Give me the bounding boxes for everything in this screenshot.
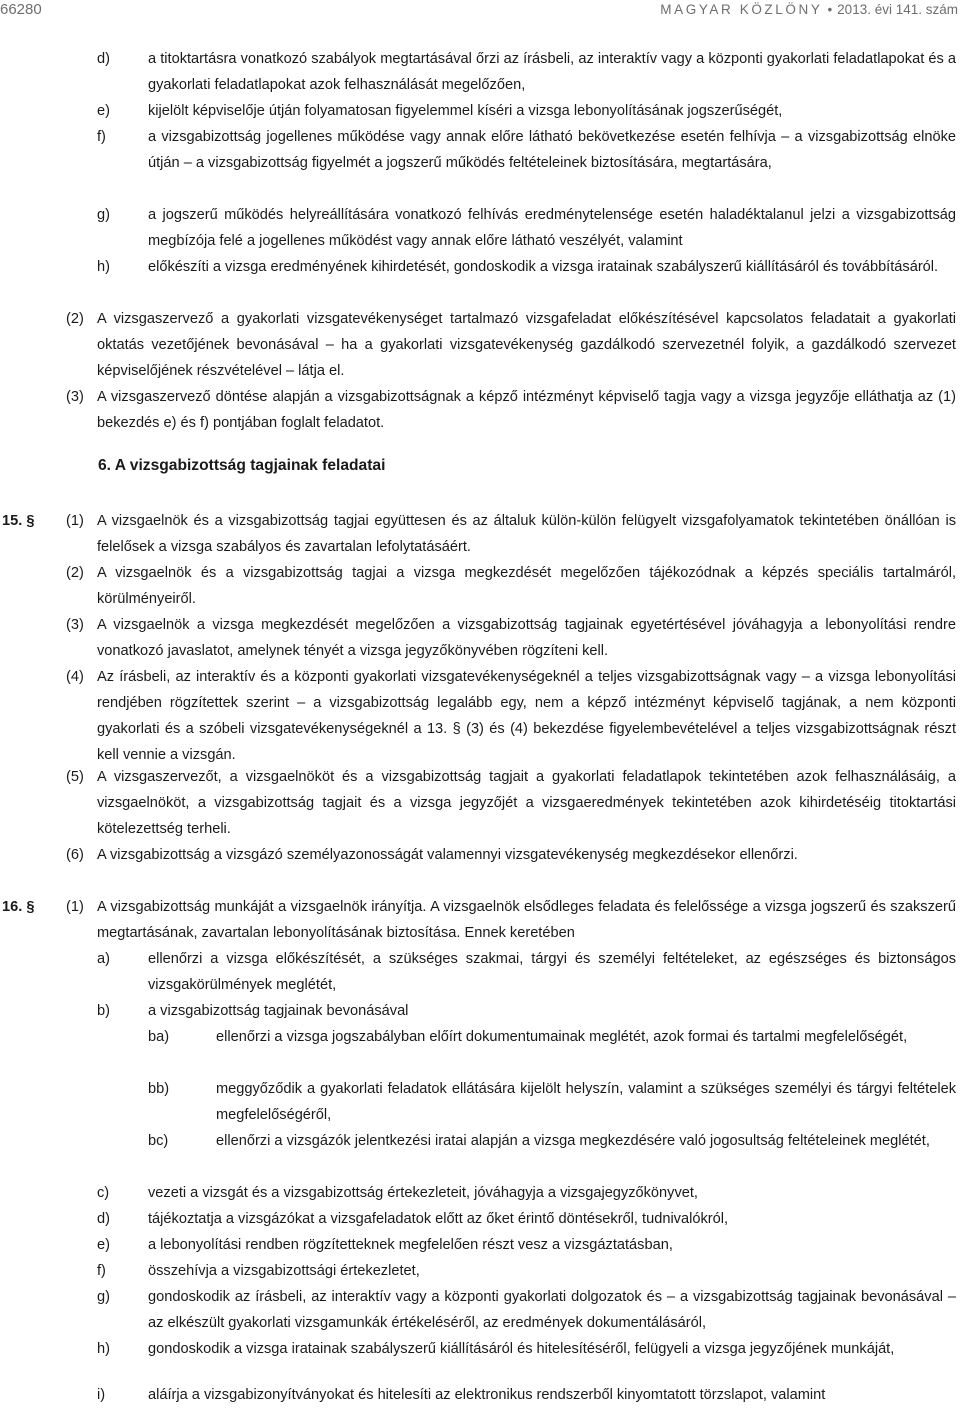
- item-label: h): [97, 1341, 110, 1357]
- item-text: vezeti a vizsgát és a vizsgabizottság értekezleteit, jóváhagyja a vizsgajegyzőkönyvet,: [148, 1185, 698, 1201]
- paragraph-text: A vizsgaszervező döntése alapján a vizsgabizottságnak a képző intézményt képviselő tagja vagy a vizsga jegyzője elláthatja az (1) bekezdés e) és f) pontjában foglalt feladatot.: [97, 389, 956, 431]
- section-number: 15. §: [2, 513, 35, 529]
- paragraph-label: (3): [66, 389, 84, 405]
- page-number: 66280: [0, 1, 42, 18]
- paragraph-label: (6): [66, 847, 84, 863]
- paragraph-label: (2): [66, 565, 84, 581]
- section-number: 16. §: [2, 899, 35, 915]
- paragraph-text: A vizsgaelnök és a vizsgabizottság tagjai a vizsga megkezdését megelőzően tájékozódnak a képzés speciális tartalmáról, körülményeiről.: [97, 565, 956, 607]
- item-text: aláírja a vizsgabizonyítványokat és hitelesíti az elektronikus rendszerből kinyomtatott törzslapot, valamint: [148, 1387, 826, 1403]
- item-label: a): [97, 951, 110, 967]
- paragraph-label: (1): [66, 513, 84, 529]
- item-label: e): [97, 1237, 110, 1253]
- item-label: i): [97, 1387, 106, 1403]
- item-text: gondoskodik a vizsga iratainak szabályszerű kiállításáról és hitelesítéséről, felügyeli a vizsga jegyzőjének munkáját,: [148, 1341, 895, 1357]
- paragraph-label: (3): [66, 617, 84, 633]
- item-text: összehívja a vizsgabizottsági értekezletet,: [148, 1263, 420, 1279]
- item-label: bc): [148, 1133, 169, 1149]
- item-label: e): [97, 103, 110, 119]
- paragraph-text: A vizsgaszervezőt, a vizsgaelnököt és a vizsgabizottság tagjait a gyakorlati feladatlapok tekintetében azok felhasználásáig, a vizsgaelnököt, a vizsgabizottság tagjait és a vizsga jegyzőjét a vizsgaeredmények tekintetében azok kihirdetéséig titoktartási kötelezettség terheli.: [97, 769, 956, 837]
- paragraph-label: (4): [66, 669, 84, 685]
- item-label: bb): [148, 1081, 170, 1097]
- item-text: a jogszerű működés helyreállítására vonatkozó felhívás eredménytelensége esetén haladéktalanul jelzi a vizsgabizottság megbízója felé a jogellenes működést vagy annak előre látható veszélyét, valamint: [148, 207, 956, 249]
- section-title: 6. A vizsgabizottság tagjainak feladatai: [98, 457, 386, 474]
- item-label: b): [97, 1003, 110, 1019]
- header-separator: •: [827, 2, 833, 17]
- item-text: a vizsgabizottság jogellenes működése vagy annak előre látható bekövetkezése esetén felhívja – a vizsgabizottság elnöke útján – a vizsgabizottság figyelmét a jogszerű működés feltételeinek biztosítására, megtartására,: [148, 129, 956, 171]
- item-label: f): [97, 129, 106, 145]
- item-text: gondoskodik az írásbeli, az interaktív vagy a központi gyakorlati dolgozatok és – a vizsgabizottság tagjainak bevonásával – az elkészült gyakorlati vizsgamunkák értékeléséről, az eredmények dokumentálásáról,: [148, 1289, 956, 1331]
- running-header: [660, 0, 958, 20]
- item-text: a vizsgabizottság tagjainak bevonásával: [148, 1003, 409, 1019]
- item-label: ba): [148, 1029, 170, 1045]
- item-text: a lebonyolítási rendben rögzítetteknek megfelelően részt vesz a vizsgáztatásban,: [148, 1237, 673, 1253]
- paragraph-label: (1): [66, 899, 84, 915]
- item-text: előkészíti a vizsga eredményének kihirdetését, gondoskodik a vizsga iratainak szabályszerű kiállításáról és továbbításáról.: [148, 259, 939, 275]
- item-text: ellenőrzi a vizsga előkészítését, a szükséges szakmai, tárgyi és személyi feltételeket, az egészséges és biztonságos vizsgakörülmények meglétét,: [148, 951, 956, 993]
- paragraph-text: A vizsgabizottság a vizsgázó személyazonosságát valamennyi vizsgatevékenység megkezdésekor ellenőrzi.: [97, 847, 798, 863]
- item-text: ellenőrzi a vizsgázók jelentkezési iratai alapján a vizsga megkezdésére való jogosultság feltételeinek meglétét,: [216, 1133, 930, 1149]
- item-text: a titoktartásra vonatkozó szabályok megtartásával őrzi az írásbeli, az interaktív vagy a központi gyakorlati feladatlapokat és a gyakorlati feladatlapokat azok felhasználását megelőzően,: [148, 51, 956, 93]
- item-text: tájékoztatja a vizsgázókat a vizsgafeladatok előtt az őket érintő döntésekről, tudnivalókról,: [148, 1211, 729, 1227]
- paragraph-text: A vizsgaszervező a gyakorlati vizsgatevékenységet tartalmazó vizsgafeladat előkészítésével kapcsolatos feladatait a gyakorlati oktatás vezetőjének bevonásával – ha a gyakorlati vizsgatevékenység gazdálkodó szervezetnél folyik, a gazdálkodó szervezet képviselőjének részvételével – látja el.: [97, 311, 956, 379]
- item-label: h): [97, 259, 110, 275]
- item-label: c): [97, 1185, 110, 1201]
- item-text: meggyőződik a gyakorlati feladatok ellátására kijelölt helyszín, valamint a szükséges személyi és tárgyi feltételek megfelelőségéről,: [216, 1081, 956, 1123]
- paragraph-label: (2): [66, 311, 84, 327]
- item-label: f): [97, 1263, 106, 1279]
- issue-number: 2013. évi 141. szám: [837, 2, 958, 17]
- paragraph-label: (5): [66, 769, 84, 785]
- item-label: g): [97, 207, 110, 223]
- paragraph-text: A vizsgaelnök és a vizsgabizottság tagjai együttesen és az általuk külön-külön felügyelt vizsgafolyamatok tekintetében önállóan is felelősek a vizsga szabályos és zavartalan lefolytatásáért.: [97, 513, 956, 555]
- item-text: kijelölt képviselője útján folyamatosan figyelemmel kíséri a vizsga lebonyolításának jogszerűségét,: [148, 103, 783, 119]
- item-label: g): [97, 1289, 110, 1305]
- item-text: ellenőrzi a vizsga jogszabályban előírt dokumentumainak meglétét, azok formai és tartalmi megfelelőségét,: [216, 1029, 908, 1045]
- paragraph-text: Az írásbeli, az interaktív és a központi gyakorlati vizsgatevékenységeknél a teljes vizsgabizottságnak vagy – a vizsga lebonyolítási rendjében rögzítettek szerint – a vizsgabizottság legalább egy, nem a képző intézményt képviselő tagjának, a nem központi gyakorlati és a szóbeli vizsgatevékenységeknél a 13. § (3) és (4) bekezdése figyelembevételével a teljes vizsgabizottságnak részt kell vennie a vizsgán.: [97, 669, 956, 763]
- paragraph-text: A vizsgabizottság munkáját a vizsgaelnök irányítja. A vizsgaelnök elsődleges feladata és felelőssége a vizsga jogszerű és szakszerű megtartásának, zavartalan lebonyolításának biztosítása. Ennek keretében: [97, 899, 956, 941]
- item-label: d): [97, 1211, 110, 1227]
- item-label: d): [97, 51, 110, 67]
- journal-title: MAGYAR KÖZLÖNY: [660, 2, 823, 17]
- paragraph-text: A vizsgaelnök a vizsga megkezdését megelőzően a vizsgabizottság tagjainak egyetértésével jóváhagyja a lebonyolítási rendre vonatkozó javaslatot, amelynek tényét a vizsga jegyzőkönyvében rögzíteni kell.: [97, 617, 956, 659]
